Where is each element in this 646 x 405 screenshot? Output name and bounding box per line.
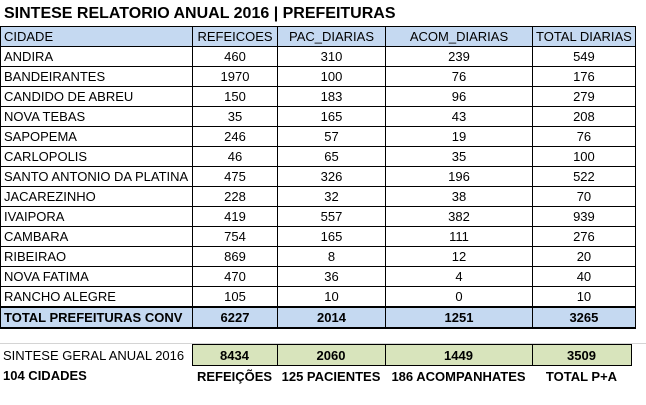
cell-total-diarias[interactable]: 176	[533, 67, 636, 87]
cell-refeicoes[interactable]: 470	[193, 267, 278, 287]
summary-total-diarias[interactable]: 3509	[532, 345, 631, 366]
total-label[interactable]: TOTAL PREFEITURAS CONV	[1, 307, 193, 328]
cell-cidade[interactable]: RANCHO ALEGRE	[1, 287, 193, 308]
total-total-diarias[interactable]: 3265	[533, 307, 636, 328]
cell-total-diarias[interactable]: 939	[533, 207, 636, 227]
cell-refeicoes[interactable]: 46	[193, 147, 278, 167]
cell-refeicoes[interactable]: 460	[193, 47, 278, 67]
cell-pac-diarias[interactable]: 165	[278, 227, 386, 247]
cell-refeicoes[interactable]: 105	[193, 287, 278, 308]
cell-refeicoes[interactable]: 1970	[193, 67, 278, 87]
cell-cidade[interactable]: CARLOPOLIS	[1, 147, 193, 167]
table-row	[1, 267, 636, 287]
cell-total-diarias[interactable]: 70	[533, 187, 636, 207]
caption-pacientes[interactable]: 125 PACIENTES	[281, 368, 381, 384]
cell-total-diarias[interactable]: 279	[533, 87, 636, 107]
header-total-diarias[interactable]: TOTAL DIARIAS	[533, 27, 636, 47]
total-acom-diarias[interactable]: 1251	[386, 307, 533, 328]
cell-refeicoes[interactable]: 754	[193, 227, 278, 247]
table-row	[1, 127, 636, 147]
cell-cidade[interactable]: IVAIPORA	[1, 207, 193, 227]
header-cidade[interactable]: CIDADE	[1, 27, 193, 47]
cell-acom-diarias[interactable]: 12	[386, 247, 533, 267]
table-row	[1, 107, 636, 127]
cell-refeicoes[interactable]: 246	[193, 127, 278, 147]
summary-acom-diarias[interactable]: 1449	[385, 345, 532, 366]
cell-acom-diarias[interactable]: 239	[386, 47, 533, 67]
report-table	[0, 26, 636, 329]
summary-row	[0, 345, 631, 366]
cell-total-diarias[interactable]: 549	[533, 47, 636, 67]
cell-pac-diarias[interactable]: 165	[278, 107, 386, 127]
cell-pac-diarias[interactable]: 32	[278, 187, 386, 207]
cell-refeicoes[interactable]: 35	[193, 107, 278, 127]
cell-pac-diarias[interactable]: 557	[278, 207, 386, 227]
cell-pac-diarias[interactable]: 100	[278, 67, 386, 87]
cell-cidade[interactable]: SAPOPEMA	[1, 127, 193, 147]
cell-acom-diarias[interactable]: 76	[386, 67, 533, 87]
total-refeicoes[interactable]: 6227	[193, 307, 278, 328]
cell-acom-diarias[interactable]: 4	[386, 267, 533, 287]
cell-pac-diarias[interactable]: 57	[278, 127, 386, 147]
cell-total-diarias[interactable]: 208	[533, 107, 636, 127]
table-row	[1, 247, 636, 267]
total-row	[1, 307, 636, 328]
cell-pac-diarias[interactable]: 10	[278, 287, 386, 308]
cell-refeicoes[interactable]: 869	[193, 247, 278, 267]
cell-pac-diarias[interactable]: 65	[278, 147, 386, 167]
table-row	[1, 47, 636, 67]
cell-total-diarias[interactable]: 10	[533, 287, 636, 308]
table-row	[1, 187, 636, 207]
cell-refeicoes[interactable]: 475	[193, 167, 278, 187]
caption-cidades[interactable]: 104 CIDADES	[3, 368, 87, 384]
cell-total-diarias[interactable]: 20	[533, 247, 636, 267]
cell-pac-diarias[interactable]: 326	[278, 167, 386, 187]
cell-acom-diarias[interactable]: 43	[386, 107, 533, 127]
cell-total-diarias[interactable]: 100	[533, 147, 636, 167]
table-row	[1, 167, 636, 187]
cell-pac-diarias[interactable]: 36	[278, 267, 386, 287]
cell-refeicoes[interactable]: 419	[193, 207, 278, 227]
cell-acom-diarias[interactable]: 38	[386, 187, 533, 207]
cell-total-diarias[interactable]: 276	[533, 227, 636, 247]
cell-acom-diarias[interactable]: 0	[386, 287, 533, 308]
cell-cidade[interactable]: CAMBARA	[1, 227, 193, 247]
cell-acom-diarias[interactable]: 19	[386, 127, 533, 147]
caption-acompanhantes[interactable]: 186 ACOMPANHATES	[391, 368, 526, 384]
cell-cidade[interactable]: CANDIDO DE ABREU	[1, 87, 193, 107]
cell-cidade[interactable]: NOVA TEBAS	[1, 107, 193, 127]
header-refeicoes[interactable]: REFEICOES	[193, 27, 278, 47]
cell-acom-diarias[interactable]: 196	[386, 167, 533, 187]
cell-refeicoes[interactable]: 150	[193, 87, 278, 107]
table-row	[1, 67, 636, 87]
summary-table	[0, 344, 632, 386]
cell-acom-diarias[interactable]: 111	[386, 227, 533, 247]
cell-acom-diarias[interactable]: 35	[386, 147, 533, 167]
caption-row	[0, 366, 631, 387]
cell-cidade[interactable]: SANTO ANTONIO DA PLATINA	[1, 167, 193, 187]
cell-pac-diarias[interactable]: 183	[278, 87, 386, 107]
cell-total-diarias[interactable]: 40	[533, 267, 636, 287]
caption-total[interactable]: TOTAL P+A	[545, 368, 618, 384]
table-row	[1, 87, 636, 107]
table-row	[1, 207, 636, 227]
cell-acom-diarias[interactable]: 382	[386, 207, 533, 227]
cell-refeicoes[interactable]: 228	[193, 187, 278, 207]
report-title: SINTESE RELATORIO ANUAL 2016 | PREFEITURAS	[4, 5, 396, 22]
table-row	[1, 147, 636, 167]
cell-total-diarias[interactable]: 76	[533, 127, 636, 147]
header-pac-diarias[interactable]: PAC_DIARIAS	[278, 27, 386, 47]
table-row	[1, 227, 636, 247]
cell-cidade[interactable]: JACAREZINHO	[1, 187, 193, 207]
total-pac-diarias[interactable]: 2014	[278, 307, 386, 328]
caption-refeicoes[interactable]: REFEIÇÕES	[196, 368, 273, 384]
cell-cidade[interactable]: RIBEIRAO	[1, 247, 193, 267]
header-row	[1, 27, 636, 47]
cell-pac-diarias[interactable]: 8	[278, 247, 386, 267]
header-acom-diarias[interactable]: ACOM_DIARIAS	[386, 27, 533, 47]
cell-cidade[interactable]: ANDIRA	[1, 47, 193, 67]
table-row	[1, 287, 636, 308]
summary-pac-diarias[interactable]: 2060	[277, 345, 385, 366]
summary-label[interactable]: SINTESE GERAL ANUAL 2016	[3, 347, 185, 363]
cell-cidade[interactable]: BANDEIRANTES	[1, 67, 193, 87]
cell-acom-diarias[interactable]: 96	[386, 87, 533, 107]
cell-pac-diarias[interactable]: 310	[278, 47, 386, 67]
cell-total-diarias[interactable]: 522	[533, 167, 636, 187]
summary-refeicoes[interactable]: 8434	[192, 345, 277, 366]
cell-cidade[interactable]: NOVA FATIMA	[1, 267, 193, 287]
